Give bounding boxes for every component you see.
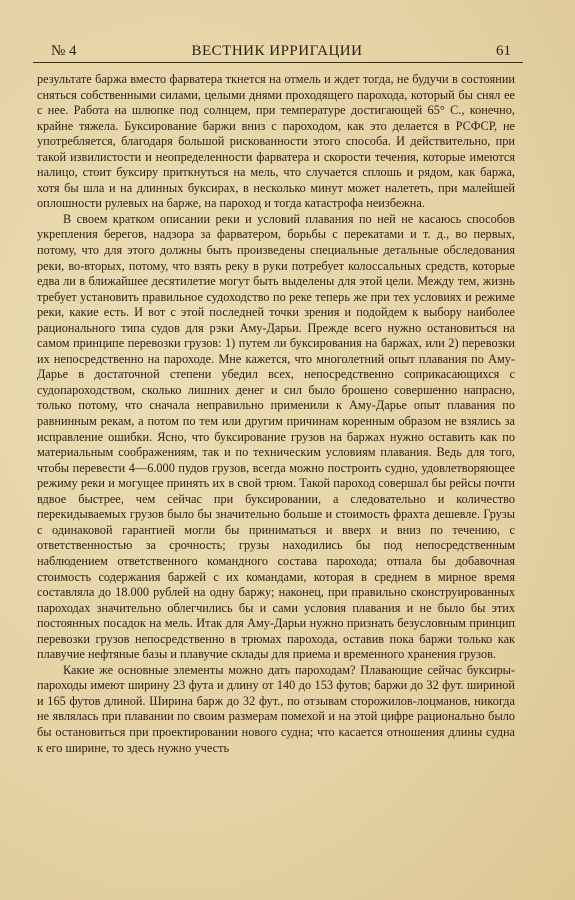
journal-title: ВЕСТНИК ИРРИГАЦИИ — [191, 43, 363, 59]
paragraph: результате баржа вместо фарватера ткнется на отмель и ждет тогда, не будучи в состоянии сняться собственными силами, целыми днями проходящего парохода, который бы снял ее с нее. Работа на шлюпке под солнцем, при температуре достигающей 65° С., конечно, крайне тяжела. Буксирование баржи вниз с пароходом, как это делается в РСФСР, не употребляется, благодаря большой рискованности этого способа. И действительно, при такой извилистости и неопределенности фарватера и скорости течения, которые имеются налицо, стоит буксиру приткнуться на мель, что случается сплошь и рядом, как баржа, хотя бы шла и на длинных буксирах, в несколько минут может налететь, при малейшей оплошности рулевых на барже, на пароход и тогда катастрофа неизбежна. — [37, 72, 515, 211]
page-number: 61 — [496, 43, 511, 59]
article-body — [37, 72, 515, 756]
paragraph: В своем кратком описании реки и условий плавания по ней не касаюсь способов укрепления берегов, надзора за фарватером, борьбы с перекатами и т. д., во первых, потому, что для этого должны быть произведены специальные детальные обследования реки, во-вторых, потому, что взять реку в руки потребует колоссальных средств, которые едва ли в ближайшее десятилетие могут быть выделены для этой цели. Между тем, жизнь требует установить правильное судоходство по реке теперь же при тех условиях и режиме реки, какие есть. И вот с этой последней точки зрения и подойдем к выбору наиболее рационального типа судов для рэки Аму-Дарьи. Прежде всего нужно остановиться на самом принципе перевозки грузов: 1) путем ли буксирования на баржах, или 2) перевозки их непосредственно на пароходе. Мне кажется, что многолетний опыт плавания по Аму-Дарье в достаточной степени убедил всех, непосредственно соприкасающихся с судопароходством, сколько лишних денег и сил было брошено совершенно напрасно, только потому, что сначала неправильно применили к Аму-Дарье опыт плавания по равнинным рекам, а потом по тем или другим причинам коренным образом не взялись за исправление ошибки. Ясно, что буксирование грузов на баржах нужно оставить как по материальным соображениям, так и по техническим условиям плавания. Ведь для того, чтобы перевести 4—6.000 пудов грузов, всегда можно построить судно, удовлетворяющее режиму реки и могущее принять их в свой трюм. Такой пароход совершал бы рейсы почти вдвое быстрее, чем сейчас при буксировании, а следовательно и количество перекидываемых грузов было бы значительно больше и стоимость фрахта дешевле. Грузы с одинаковой гарантией могли бы приниматься и вверх и вниз по течению, с ответственностью за срочность; грузы находились бы под непосредственным наблюдением ответственного командного состава парохода; отпала бы добавочная стоимость содержания баржей с их командами, которая в среднем в мирное время составляла до 18.000 рублей на одну баржу; наконец, при правильно сконструированных пароходах значительно облегчились бы и сами условия плавания и не было бы этих постоянных посадок на мель. Итак для Аму-Дарьи нужно признать безусловным принцип перевозки грузов непосредственно в трюмах парохода, оставив пока баржи только как плавучие нефтяные базы и плавучие склады для приема и временного хранения грузов. — [37, 211, 515, 662]
page-header — [37, 40, 517, 62]
paragraph: Какие же основные элементы можно дать пароходам? Плавающие сейчас буксиры-пароходы имеют ширину 23 фута и длину от 140 до 153 футов; баржи до 32 фут. шириной и 165 футов длиной. Ширина барж до 32 фут., по отзывам сторожилов-лоцманов, никогда не являлась при плавании по своим размерам помехой и на этой цифре рационально было бы остановиться при проектировании нового судна; что касается отношения длины судна к его ширине, то здесь нужно учесть — [37, 662, 515, 755]
issue-number: № 4 — [51, 43, 77, 59]
header-rule — [33, 62, 523, 63]
